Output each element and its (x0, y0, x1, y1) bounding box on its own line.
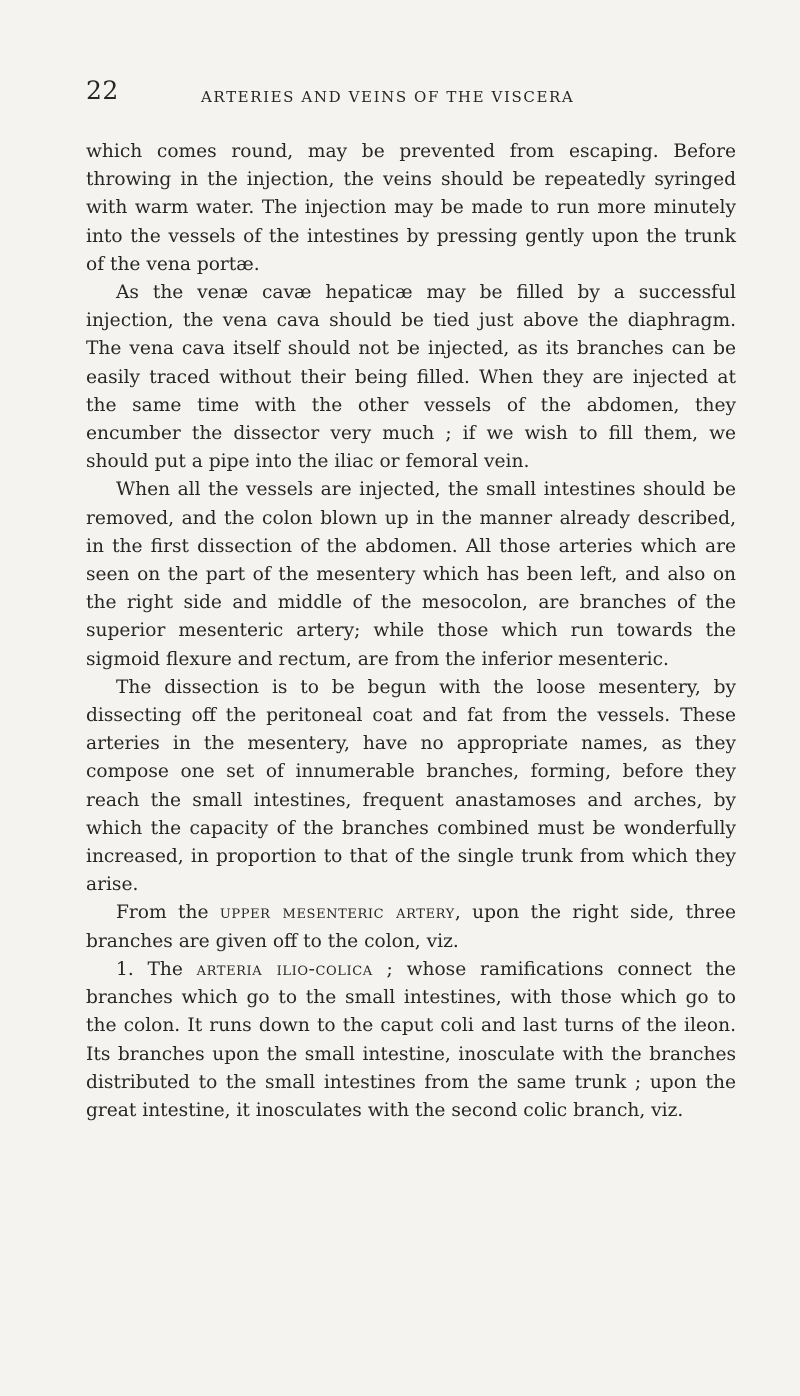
paragraph: which comes round, may be prevented from escaping. Before throwing in the injection, the veins should be repeatedly syringed with warm water. The injection may be made to run more minutely into the vessels of the intestines by pressing gently upon the trunk of the vena portæ. (86, 141, 736, 275)
paragraph: As the venæ cavæ hepaticæ may be filled by a successful injection, the vena cava should be tied just above the diaphragm. The vena cava itself should not be injected, as its branches can be easily traced without their being filled. When they are injected at the same time with the other vessels of the abdomen, they encumber the dissector very much ; if we wish to fill them, we should put a pipe into the iliac or femoral vein. (86, 282, 736, 473)
paragraph-text: ; whose ramifications connect the branches which go to the small intestines, with those which go to the colon. It runs down to the caput coli and last turns of the ileon. Its branches upon the small intestine, inosculate with the branches distributed to the small intestines from the same trunk ; upon the great intestine, it inosculates with the second colic branch, viz. (86, 958, 736, 1121)
page-number: 22 (86, 76, 119, 105)
paragraph (86, 956, 736, 1125)
page-body (86, 138, 736, 1125)
paragraph: The dissection is to be begun with the loose mesentery, by dissecting off the peritoneal coat and fat from the vessels. These arteries in the mesentery, have no appropriate names, as they compose one set of innumerable branches, forming, before they reach the small intestines, frequent anastamoses and arches, by which the capacity of the branches combined must be wonderfully increased, in proportion to that of the single trunk from which they arise. (86, 676, 736, 896)
paragraph-text: From the (116, 902, 220, 924)
paragraph: When all the vessels are injected, the small intestines should be removed, and the colon blown up in the manner already described, in the first dissection of the abdomen. All those arteries which are seen on the part of the mesentery which has been left, and also on the right side and middle of the mesocolon, are branches of the superior mesenteric artery; while those which run towards the sigmoid flexure and rectum, are from the inferior mesenteric. (86, 479, 736, 670)
artery-name: arteria ilio-colica (196, 958, 373, 980)
paragraph (86, 899, 736, 955)
running-head: ARTERIES AND VEINS OF THE VISCERA (201, 88, 575, 106)
artery-name: upper mesenteric artery (219, 902, 455, 924)
paragraph-text: 1. The (116, 958, 197, 980)
paragraph-text: , upon the right side, three branches are given off to the colon, viz. (86, 902, 737, 952)
page-header (86, 76, 736, 110)
